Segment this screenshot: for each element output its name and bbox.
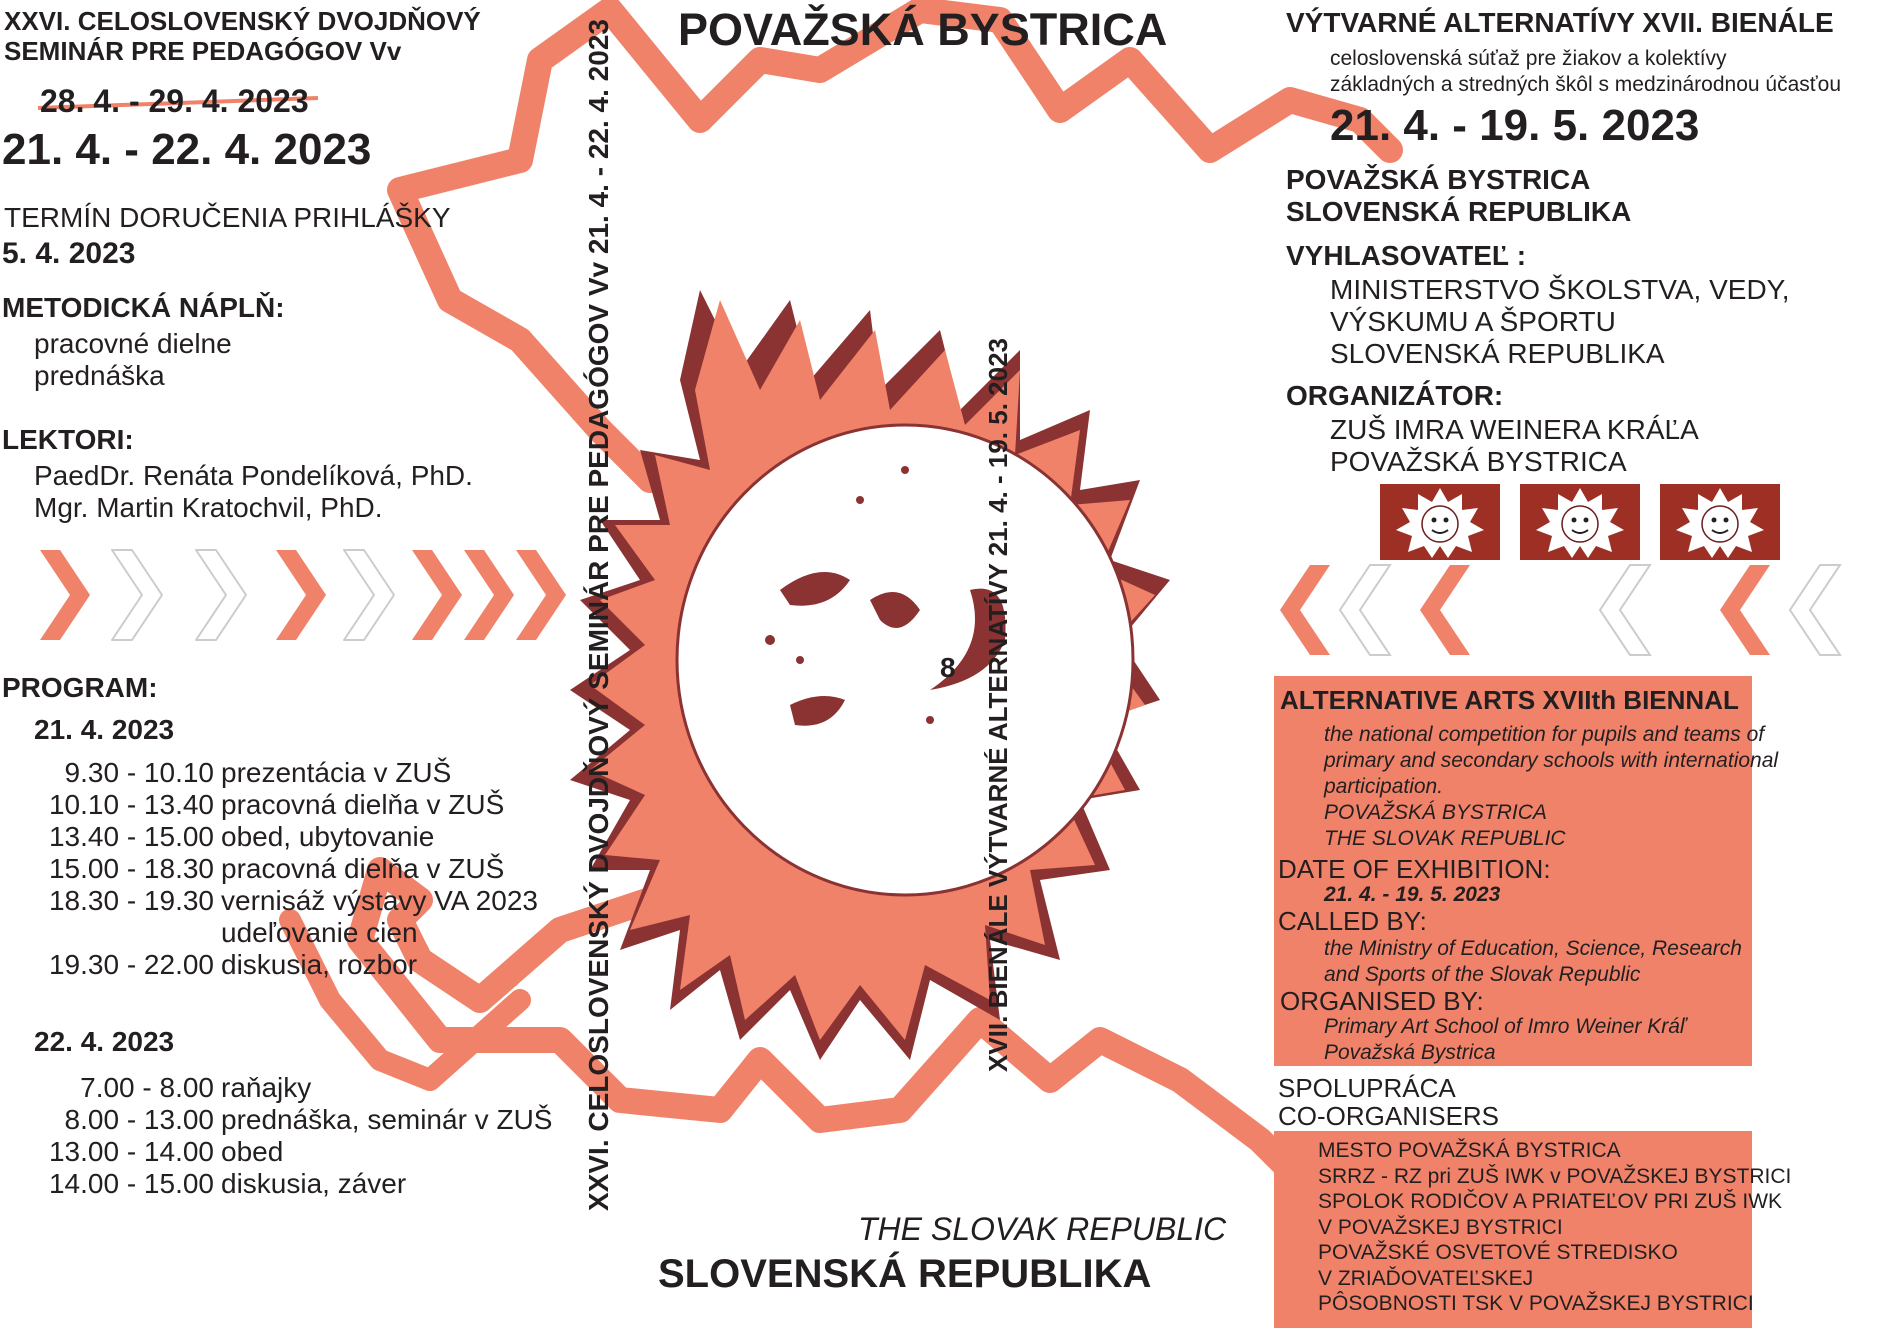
chevron-right-icon bbox=[112, 550, 162, 640]
coorg-line: V ZRIAĎOVATEĽSKEJ bbox=[1318, 1266, 1534, 1290]
lecturers-heading: LEKTORI: bbox=[2, 424, 134, 455]
footer-english: THE SLOVAK REPUBLIC bbox=[858, 1211, 1227, 1247]
program-desc: pracovná dielňa v ZUŠ bbox=[221, 853, 505, 884]
coorg-line: SRRZ - RZ pri ZUŠ IWK v POVAŽSKEJ BYSTRICI bbox=[1318, 1164, 1792, 1188]
biennale-sub-line: celoslovenská súťaž pre žiakov a kolektívy bbox=[1330, 47, 1727, 70]
program-time: 14.00 - 15.00 bbox=[48, 1168, 214, 1199]
program-desc: diskusia, rozbor bbox=[221, 949, 418, 980]
program-desc: obed bbox=[221, 1136, 284, 1167]
chevron-left-icon bbox=[1720, 565, 1770, 655]
announcer-line: SLOVENSKÁ REPUBLIKA bbox=[1330, 338, 1665, 369]
footer-slovak: SLOVENSKÁ REPUBLIKA bbox=[658, 1252, 1152, 1296]
program-day2-list bbox=[10, 1072, 552, 1200]
chevron-right-icon bbox=[412, 550, 462, 640]
seminar-title-line2: SEMINÁR PRE PEDAGÓGOV Vv bbox=[4, 36, 402, 66]
english-date: 21. 4. - 19. 5. 2023 bbox=[1324, 883, 1501, 906]
chevron-left-icon bbox=[1790, 565, 1840, 655]
deadline-date: 5. 4. 2023 bbox=[2, 237, 136, 270]
sun-face-thumbnail bbox=[1520, 484, 1640, 560]
program-row bbox=[10, 917, 538, 949]
coorg-line: MESTO POVAŽSKÁ BYSTRICA bbox=[1318, 1139, 1621, 1162]
biennale-date: 21. 4. - 19. 5. 2023 bbox=[1330, 101, 1700, 150]
chevron-left-icon bbox=[1600, 565, 1650, 655]
sun-face-thumbnail bbox=[1380, 484, 1500, 560]
biennale-place bbox=[1286, 164, 1631, 228]
english-place-line: POVAŽSKÁ BYSTRICA bbox=[1324, 801, 1547, 824]
announcer-list bbox=[1330, 274, 1790, 370]
coorg-line: POVAŽSKÉ OSVETOVÉ STREDISKO bbox=[1318, 1241, 1678, 1264]
program-day1-list bbox=[10, 757, 538, 981]
coorg-line: SPOLOK RODIČOV A PRIATEĽOV PRI ZUŠ IWK bbox=[1318, 1190, 1783, 1213]
program-desc: diskusia, záver bbox=[221, 1168, 407, 1199]
english-desc-line: primary and secondary schools with international bbox=[1324, 749, 1779, 772]
program-row bbox=[10, 1168, 552, 1200]
chevron-right-icon bbox=[276, 550, 326, 640]
program-row bbox=[10, 1104, 552, 1136]
program-day2-date: 22. 4. 2023 bbox=[34, 1026, 175, 1057]
english-called-list bbox=[1324, 936, 1742, 988]
program-time: 13.00 - 14.00 bbox=[48, 1136, 214, 1167]
coorg-heading-line: CO-ORGANISERS bbox=[1278, 1101, 1500, 1131]
lecturers-list bbox=[34, 460, 473, 524]
biennale-place-line: SLOVENSKÁ REPUBLIKA bbox=[1286, 196, 1632, 227]
organizer-line: ZUŠ IMRA WEINERA KRÁĽA bbox=[1330, 414, 1699, 445]
chevron-right-icon bbox=[344, 550, 394, 640]
program-time: 19.30 - 22.00 bbox=[48, 949, 214, 980]
chevron-row-right bbox=[1280, 565, 1840, 655]
chevron-right-icon bbox=[196, 550, 246, 640]
coorg-line: V POVAŽSKEJ BYSTRICI bbox=[1318, 1215, 1563, 1239]
english-organised-line: Považská Bystrica bbox=[1324, 1041, 1496, 1064]
spine-left-vertical-text: XXVI. CELOSLOVENSKÝ DVOJDŇOVÝ SEMINÁR PRE PEDAGÓGOV Vv 21. 4. - 22. 4. 2023 bbox=[582, 19, 614, 1211]
chevron-row-left bbox=[40, 550, 566, 640]
chevron-right-icon bbox=[516, 550, 566, 640]
program-row bbox=[10, 885, 538, 917]
announcer-heading: VYHLASOVATEĽ : bbox=[1286, 240, 1527, 271]
english-called-heading: CALLED BY: bbox=[1278, 906, 1427, 936]
sun-dot bbox=[796, 656, 804, 664]
chevron-left-icon bbox=[1340, 565, 1390, 655]
coorg-list bbox=[1318, 1138, 1791, 1317]
english-called-line: and Sports of the Slovak Republic bbox=[1324, 963, 1641, 986]
chevron-right-icon bbox=[464, 550, 514, 640]
organizer-list bbox=[1330, 414, 1699, 478]
coorg-heading bbox=[1278, 1074, 1499, 1130]
program-row bbox=[10, 789, 538, 821]
english-place-line: THE SLOVAK REPUBLIC bbox=[1324, 827, 1566, 850]
coorg-heading-line: SPOLUPRÁCA bbox=[1278, 1073, 1456, 1103]
sun-dot bbox=[901, 466, 909, 474]
chevron-left-icon bbox=[1420, 565, 1470, 655]
organizer-line: POVAŽSKÁ BYSTRICA bbox=[1330, 446, 1627, 477]
chevron-left-icon bbox=[1280, 565, 1330, 655]
sun-dot bbox=[765, 635, 775, 645]
english-called-line: the Ministry of Education, Science, Research bbox=[1324, 937, 1742, 960]
program-desc: udeľovanie cien bbox=[221, 917, 418, 948]
spine-right-vertical-text: XVII. BIENÁLE VÝTVARNÉ ALTERNATÍVY 21. 4. - 19. 5. 2023 bbox=[983, 338, 1013, 1072]
english-organised-line: Primary Art School of Imro Weiner Kráľ bbox=[1324, 1015, 1686, 1038]
program-row bbox=[10, 757, 538, 789]
method-heading: METODICKÁ NÁPLŇ: bbox=[2, 292, 285, 323]
program-row bbox=[10, 949, 538, 981]
seminar-old-date: 28. 4. - 29. 4. 2023 bbox=[40, 83, 309, 119]
seminar-new-date: 21. 4. - 22. 4. 2023 bbox=[2, 125, 372, 174]
program-row bbox=[10, 821, 538, 853]
seminar-title-line1: XXVI. CELOSLOVENSKÝ DVOJDŇOVÝ bbox=[4, 6, 481, 36]
program-heading: PROGRAM: bbox=[2, 672, 158, 703]
deadline-label: TERMÍN DORUČENIA PRIHLÁŠKY bbox=[4, 202, 451, 233]
city-title: POVAŽSKÁ BYSTRICA bbox=[678, 4, 1168, 55]
lecturer-name: PaedDr. Renáta Pondelíková, PhD. bbox=[34, 460, 473, 491]
program-time: 8.00 - 13.00 bbox=[64, 1104, 214, 1135]
english-date-heading: DATE OF EXHIBITION: bbox=[1278, 854, 1551, 884]
coorg-line: PÔSOBNOSTI TSK V POVAŽSKEJ BYSTRICI bbox=[1318, 1292, 1754, 1315]
sun-number: 8 bbox=[940, 652, 956, 683]
english-desc-line: participation. bbox=[1324, 775, 1444, 798]
sun-face bbox=[677, 425, 1133, 895]
biennale-place-line: POVAŽSKÁ BYSTRICA bbox=[1286, 164, 1591, 195]
announcer-line: MINISTERSTVO ŠKOLSTVA, VEDY, bbox=[1330, 274, 1790, 305]
english-desc-line: the national competition for pupils and teams of bbox=[1324, 723, 1765, 746]
program-desc: obed, ubytovanie bbox=[221, 821, 435, 852]
biennale-sub-line: základných a stredných škôl s medzinárodnou účasťou bbox=[1330, 73, 1841, 96]
lecturer-name: Mgr. Martin Kratochvil, PhD. bbox=[34, 492, 383, 523]
program-time: 7.00 - 8.00 bbox=[80, 1072, 214, 1103]
program-desc: raňajky bbox=[221, 1072, 312, 1103]
sun-face-thumbnail bbox=[1660, 484, 1780, 560]
program-time: 10.10 - 13.40 bbox=[48, 789, 214, 820]
program-time: 13.40 - 15.00 bbox=[48, 821, 214, 852]
english-organised-list bbox=[1324, 1014, 1686, 1066]
program-row bbox=[10, 853, 538, 885]
organizer-heading: ORGANIZÁTOR: bbox=[1286, 380, 1504, 411]
program-time: 18.30 - 19.30 bbox=[48, 885, 214, 916]
seminar-title bbox=[4, 6, 481, 66]
program-row bbox=[10, 1072, 552, 1104]
program-desc: vernisáž výstavy VA 2023 bbox=[221, 885, 538, 916]
english-title: ALTERNATIVE ARTS XVIIth BIENNAL bbox=[1280, 685, 1739, 715]
announcer-line: VÝSKUMU A ŠPORTU bbox=[1330, 306, 1616, 337]
program-desc: prednáška, seminár v ZUŠ bbox=[221, 1104, 553, 1135]
method-list bbox=[34, 328, 232, 392]
program-time: 15.00 - 18.30 bbox=[48, 853, 214, 884]
sun-dot bbox=[856, 496, 864, 504]
program-row bbox=[10, 1136, 552, 1168]
program-desc: prezentácia v ZUŠ bbox=[221, 757, 452, 788]
biennale-subtitle bbox=[1330, 46, 1841, 98]
chevron-right-icon bbox=[40, 550, 90, 640]
program-desc: pracovná dielňa v ZUŠ bbox=[221, 789, 505, 820]
method-item: pracovné dielne bbox=[34, 328, 232, 359]
sun-illustration bbox=[570, 290, 1170, 1060]
program-time: 9.30 - 10.10 bbox=[64, 757, 214, 788]
program-day1-date: 21. 4. 2023 bbox=[34, 714, 175, 745]
biennale-title: VÝTVARNÉ ALTERNATÍVY XVII. BIENÁLE bbox=[1286, 7, 1834, 38]
english-organised-heading: ORGANISED BY: bbox=[1280, 986, 1484, 1016]
method-item: prednáška bbox=[34, 360, 165, 391]
sun-dot bbox=[926, 716, 934, 724]
english-description bbox=[1324, 722, 1778, 852]
